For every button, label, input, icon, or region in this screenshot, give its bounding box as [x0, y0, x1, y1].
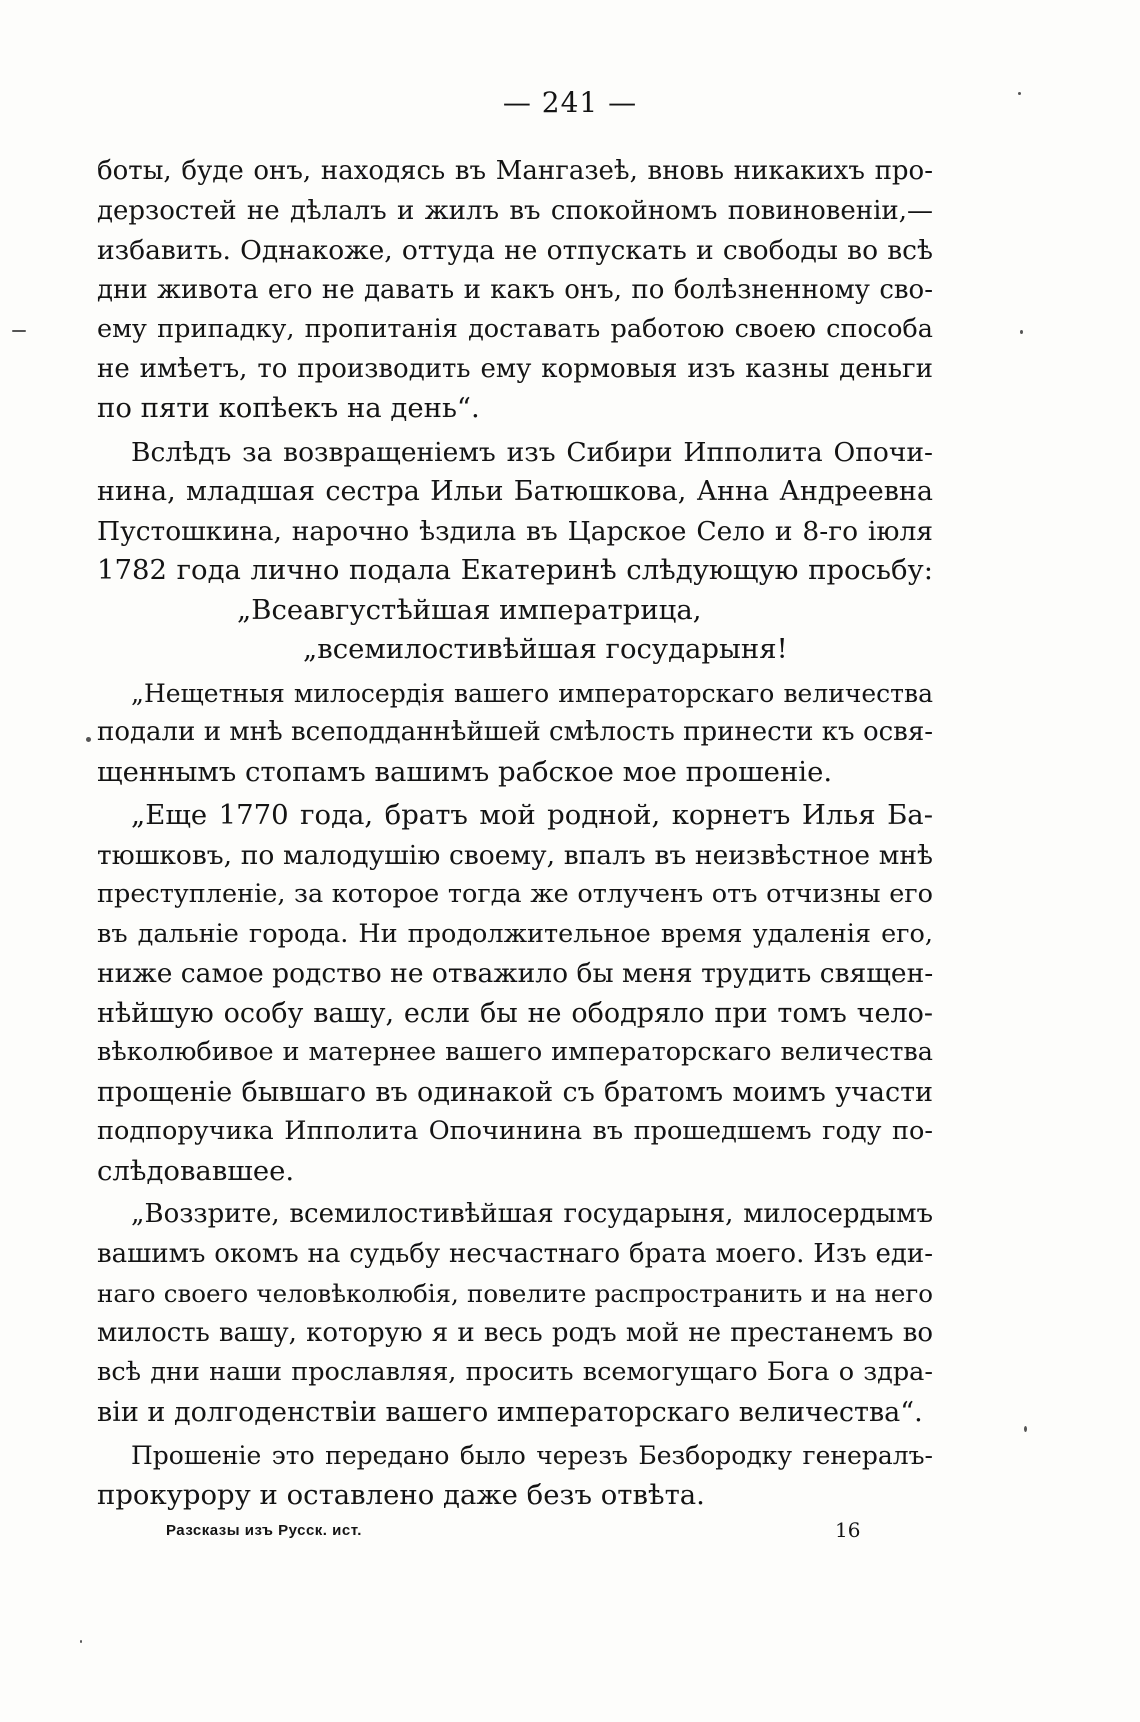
- text-line: дни живота его не давать и какъ онъ, по болѣзненному сво-: [97, 274, 933, 305]
- footer-signature-mark: 16: [835, 1518, 861, 1542]
- text-line: Вслѣдъ за возвращеніемъ изъ Сибири Ипполита Опочи-: [131, 436, 933, 468]
- scan-speck: [86, 737, 91, 742]
- scan-speck: [1020, 330, 1023, 334]
- text-line: наго своего человѣколюбія, повелите распространить и на него: [97, 1279, 933, 1308]
- footer-book-title: Разсказы изъ Русск. ист.: [166, 1522, 362, 1539]
- body-text: [97, 152, 933, 1515]
- scan-speck: [1018, 92, 1021, 95]
- scan-speck: [1024, 1426, 1027, 1432]
- text-line: нѣйшую особу вашу, если бы не ободряло при томъ чело-: [97, 997, 933, 1029]
- text-line: милость вашу, которую я и весь родъ мой не престанемъ во: [97, 1317, 933, 1348]
- page-number: — 241 —: [502, 86, 638, 119]
- scan-speck: [12, 330, 26, 332]
- text-line: Пустошкина, нарочно ѣздила въ Царское Село и 8-го іюля: [97, 515, 933, 547]
- text-line: ему припадку, пропитанія доставать работою своею способа: [97, 314, 933, 344]
- text-line: ниже самое родство не отважило бы меня трудить священ-: [97, 958, 934, 989]
- text-line: нина, младшая сестра Ильи Батюшкова, Анна Андреевна: [97, 476, 933, 507]
- text-line: прощеніе бывшаго въ одинакой съ братомъ моимъ участи: [97, 1076, 933, 1108]
- text-line: щеннымъ стопамъ вашимъ рабское мое прошеніе.: [97, 755, 833, 788]
- text-line: всѣ дни наши прославляя, просить всемогущаго Бога о здра-: [97, 1357, 933, 1387]
- text-line: въ дальніе города. Ни продолжительное время удаленія его,: [97, 918, 933, 949]
- text-line: дерзостей не дѣлалъ и жилъ въ спокойномъ повиновеніи,—: [97, 195, 933, 226]
- page-footer: [0, 1518, 1140, 1552]
- text-line: слѣдовавшее.: [97, 1154, 295, 1187]
- text-line: подали и мнѣ всеподданнѣйшей смѣлость принести къ освя-: [97, 717, 933, 747]
- text-line: боты, буде онъ, находясь въ Мангазеѣ, вновь никакихъ про-: [97, 156, 933, 186]
- text-line: прокурору и оставлено даже безъ отвѣта.: [97, 1478, 705, 1511]
- text-line: избавить. Однакоже, оттуда не отпускать и свободы во всѣ: [97, 235, 933, 266]
- text-line: „Всеавгустѣйшая императрица,: [237, 593, 702, 626]
- text-line: вѣколюбивое и матернее вашего императорскаго величества: [97, 1037, 933, 1067]
- text-line: 1782 года лично подала Екатеринѣ слѣдующую просьбу:: [97, 554, 933, 586]
- text-line: тюшковъ, по малодушію своему, впалъ въ неизвѣстное мнѣ: [97, 839, 933, 871]
- text-line: „Нещетныя милосердія вашего императорскаго величества: [131, 678, 933, 708]
- text-line: „Еще 1770 года, братъ мой родной, корнетъ Илья Ба-: [131, 799, 933, 831]
- text-line: „всемилостивѣйшая государыня!: [303, 633, 788, 665]
- text-line: вашимъ окомъ на судьбу несчастнаго брата моего. Изъ еди-: [97, 1238, 933, 1269]
- text-line: Прошеніе это передано было черезъ Безбородку генералъ-: [131, 1441, 933, 1470]
- text-line: по пяти копѣекъ на день“.: [97, 392, 480, 424]
- text-line: „Воззрите, всемилостивѣйшая государыня, милосердымъ: [131, 1199, 933, 1229]
- scan-speck: [80, 1640, 82, 1643]
- text-line: подпоручика Ипполита Опочинина въ прошедшемъ году по-: [97, 1116, 933, 1146]
- text-line: віи и долгоденствіи вашего императорскаго величества“.: [97, 1396, 923, 1428]
- text-line: преступленіе, за которое тогда же отлученъ отъ отчизны его: [97, 879, 933, 909]
- text-line: не имѣетъ, то производить ему кормовыя изъ казны деньги: [97, 353, 933, 384]
